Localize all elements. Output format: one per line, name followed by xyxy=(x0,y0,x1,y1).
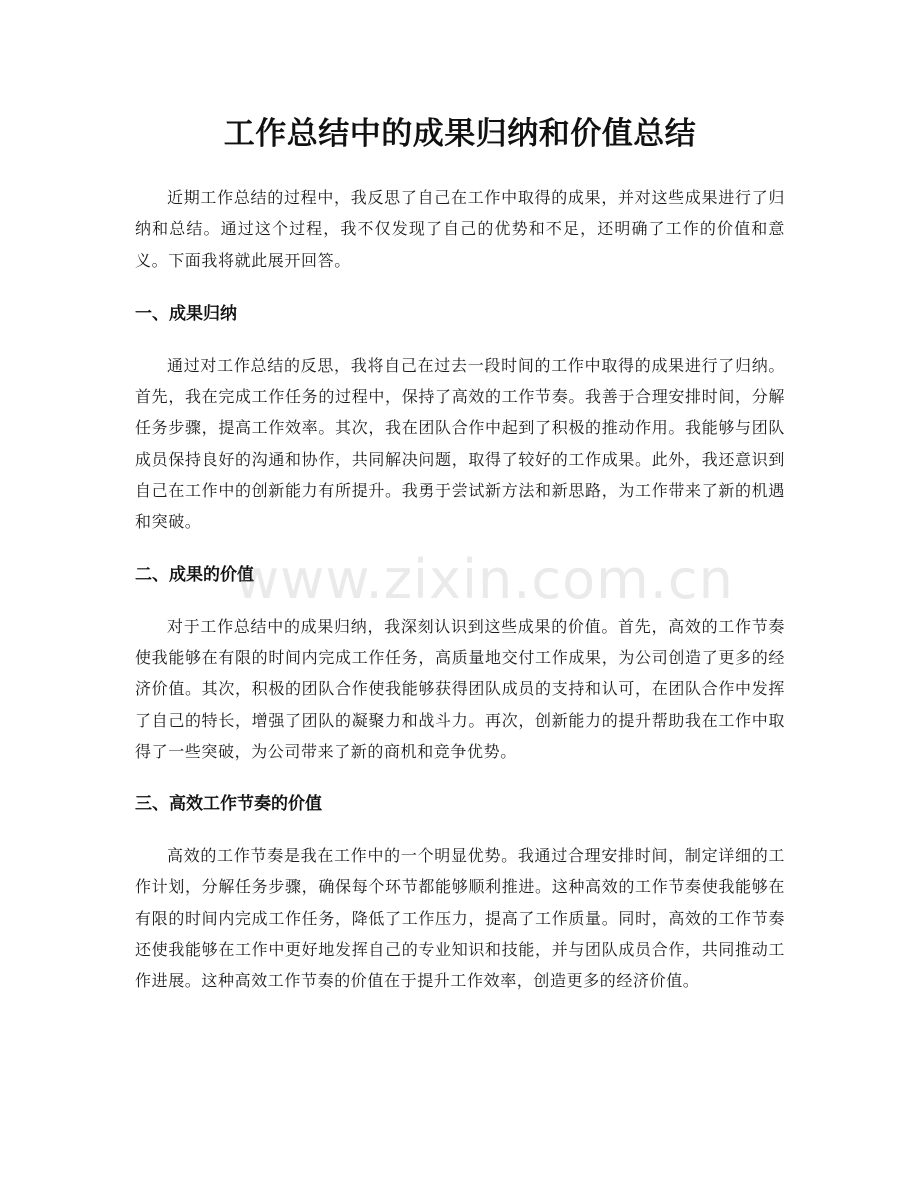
section-body-3: 高效的工作节奏是我在工作中的一个明显优势。我通过合理安排时间，制定详细的工作计划，分解任务步骤，确保每个环节都能够顺利推进。这种高效的工作节奏使我能够在有限的时间内完成工作任务，降低了工作压力，提高了工作质量。同时，高效的工作节奏还使我能够在工作中更好地发挥自己的专业知识和技能，并与团队成员合作，共同推动工作进展。这种高效工作节奏的价值在于提升工作效率，创造更多的经济价值。 xyxy=(135,846,785,991)
section-body-1: 通过对工作总结的反思，我将自己在过去一段时间的工作中取得的成果进行了归纳。首先，我在完成工作任务的过程中，保持了高效的工作节奏。我善于合理安排时间，分解任务步骤，提高工作效率。其次，我在团队合作中起到了积极的推动作用。我能够与团队成员保持良好的沟通和协作，共同解决问题，取得了较好的工作成果。此外，我还意识到自己在工作中的创新能力有所提升。我勇于尝试新方法和新思路，为工作带来了新的机遇和突破。 xyxy=(135,355,785,532)
intro-paragraph: 近期工作总结的过程中，我反思了自己在工作中取得的成果，并对这些成果进行了归纳和总结。通过这个过程，我不仅发现了自己的优势和不足，还明确了工作的价值和意义。下面我将就此展开回答。 xyxy=(135,188,785,270)
section-body-2: 对于工作总结中的成果归纳，我深刻认识到这些成果的价值。首先，高效的工作节奏使我能够在有限的时间内完成工作任务，高质量地交付工作成果，为公司创造了更多的经济价值。其次，积极的团队合作使我能够获得团队成员的支持和认可，在团队合作中发挥了自己的特长，增强了团队的凝聚力和战斗力。再次，创新能力的提升帮助我在工作中取得了一些突破，为公司带来了新的商机和竞争优势。 xyxy=(135,616,785,761)
document-title: 工作总结中的成果归纳和价值总结 xyxy=(223,116,697,152)
watermark: www.zixin.com.cn xyxy=(235,548,734,611)
section-heading-1: 一、成果归纳 xyxy=(135,303,237,324)
section-heading-2: 二、成果的价值 xyxy=(135,564,254,585)
section-heading-3: 三、高效工作节奏的价值 xyxy=(135,794,322,815)
document-body xyxy=(135,182,785,997)
